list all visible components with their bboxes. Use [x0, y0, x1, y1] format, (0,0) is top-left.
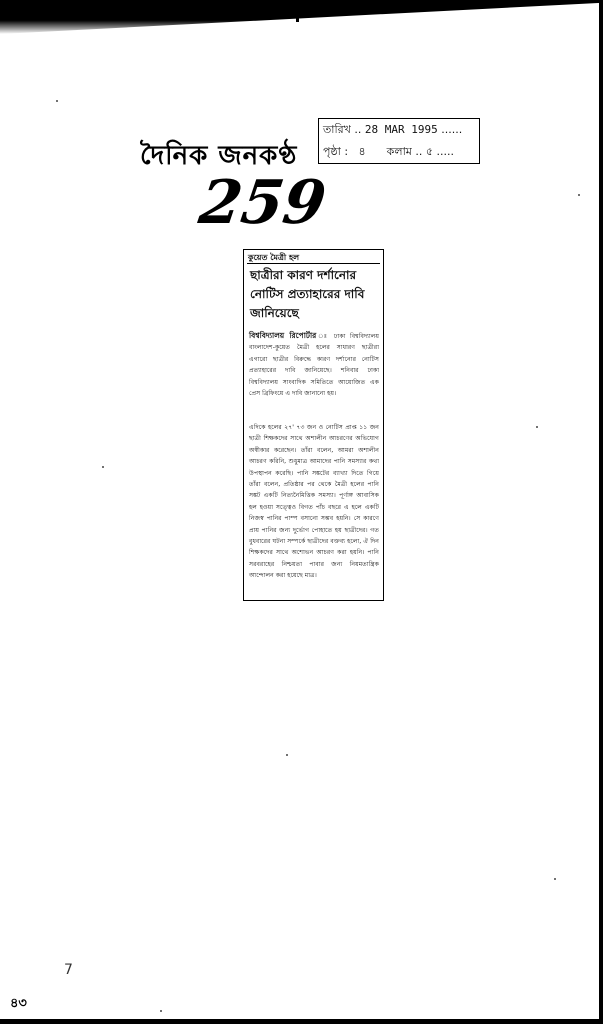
clipping-paragraph-2: এদিকে হলের ২৭' ৭৩ জন ও নোটিস প্রাপ্ত ১১ জন ছাত্রী শিক্ষকদের সাথে অশালীন আচরণের অভিযোগ অস্বীকার করেছেন। তাঁরা বলেন, আমরা অশালীন আচরণ করিনি, শুধুমাত্র আমাদের পানি সমস্যার কথা উপস্থাপন করেছি। পানি সঙ্কটের ব্যাখ্যা দিতে গিয়ে তাঁরা বলেন, প্রতিষ্ঠার পর থেকে মৈত্রী হলের পানি সঙ্কট একটি নিত্যনৈমিত্তিক সমস্যা। পূর্ণাঙ্গ আবাসিক হল হওয়া সত্ত্বেও বিগত পাঁচ বছরে এ হলে একটি নিজস্ব পানির পাম্প বসানো সম্ভব হয়নি। সে কারণে প্রায় পানির জন্য দুর্ভোগ পোহাতে হয় ছাত্রীদের। গত বুধবারের ঘটনা সম্পর্কে ছাত্রীদের বক্তব্য হলো, ঐ দিন শিক্ষকদের সাথে অশোভন আচরণ করা হয়নি। পানি সরবরাহের নিশ্চয়তা পাবার জন্য নিয়মতান্ত্রিক আন্দোলন করা হয়েছে মাত্র। [249, 424, 379, 580]
stamp-page-label: পৃষ্ঠা [323, 145, 341, 158]
dust-speck [102, 466, 104, 468]
stamp-date-label: তারিখ [323, 123, 351, 136]
scan-border-top [0, 0, 603, 34]
dust-speck [286, 754, 288, 756]
stamp-column-value: ৫ [425, 145, 434, 158]
scan-border-right [599, 0, 603, 1024]
stamp-page-row: পৃষ্ঠা : ৪ কলাম .. ৫ ..... [323, 145, 454, 158]
handwritten-corner-mark: 7 [64, 962, 73, 978]
dust-speck [160, 1010, 162, 1012]
stamp-date-value: 28 MAR 1995 [364, 123, 438, 136]
scan-border-bottom [0, 1019, 603, 1024]
date-stamp [318, 118, 480, 164]
clipping-first-paragraph [249, 330, 379, 399]
dust-speck [56, 100, 58, 102]
dust-speck [554, 878, 556, 880]
clipping-divider [247, 263, 380, 264]
newspaper-clipping [243, 249, 384, 601]
scan-tick-mark [296, 8, 299, 22]
stamp-page-value: ৪ [358, 145, 366, 158]
dust-speck [578, 194, 580, 196]
clipping-byline: বিশ্ববিদ্যালয় রিপোর্টার [249, 331, 317, 340]
clipping-headline: ছাত্রীরা কারণ দর্শানোর নোটিস প্রত্যাহারের দাবি জানিয়েছে [250, 268, 365, 320]
stamp-date-row: তারিখ .. 28 MAR 1995 ...... [323, 123, 463, 136]
clipping-paragraph-1: ঃ ঢাকা বিশ্ববিদ্যালয় বাংলাদেশ-কুয়েত মৈত্রী হলের সাধারণ ছাত্রীরা এগারো ছাত্রীর বিরুদ্ধে কারণ দর্শানোর নোটিস প্রত্যাহারের দাবি জানিয়েছে। শনিবার ঢাকা বিশ্ববিদ্যালয় সাংবাদিক সমিতিতে আয়োজিত এক প্রেস ব্রিফিংয়ে এ দাবি জানানো হয়। [249, 333, 379, 398]
stamp-column-label: কলাম [386, 145, 412, 158]
handwritten-page-mark: ৪৩ [10, 996, 27, 1011]
dust-speck [536, 426, 538, 428]
newspaper-name: দৈনিক জনকণ্ঠ [140, 141, 298, 171]
handwritten-file-number: 259 [195, 168, 331, 238]
clipping-section-label: কুয়েত মৈত্রী হল [248, 253, 300, 262]
